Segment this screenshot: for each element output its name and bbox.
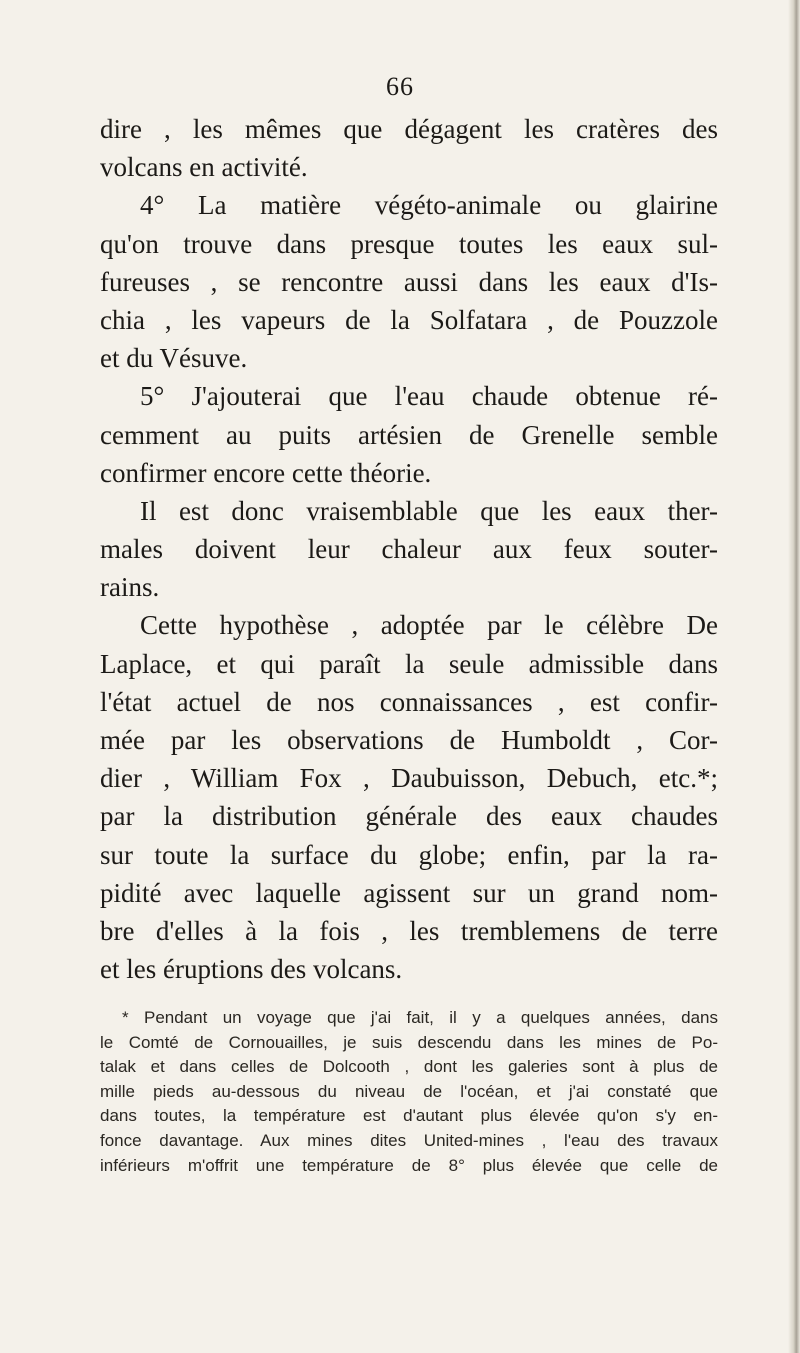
text-line: pidité avec laquelle agissent sur un grand nom- bbox=[100, 877, 718, 908]
text-line: Cette hypothèse , adoptée par le célèbre De bbox=[140, 610, 718, 641]
text-line: bre d'elles à la fois , les tremblemens de terre bbox=[100, 915, 718, 946]
footnote-line: inférieurs m'offrit une température de 8° plus élevée que celle de bbox=[100, 1155, 718, 1175]
text-line: rains. bbox=[100, 572, 160, 603]
footnote-line: talak et dans celles de Dolcooth , dont les galeries sont à plus de bbox=[100, 1057, 718, 1077]
text-line: chia , les vapeurs de la Solfatara , de Pouzzole bbox=[100, 304, 718, 335]
text-line: 4° La matière végéto-animale ou glairine bbox=[140, 190, 718, 221]
footnote-line: le Comté de Cornouailles, je suis descendu dans les mines de Po- bbox=[100, 1032, 718, 1052]
text-line: dier , William Fox , Daubuisson, Debuch, etc.*; bbox=[100, 763, 718, 794]
text-line: mée par les observations de Humboldt , Cor- bbox=[100, 725, 718, 755]
text-line: dire , les mêmes que dégagent les cratères des bbox=[100, 114, 718, 144]
text-line: volcans en activité. bbox=[100, 152, 308, 183]
text-line: confirmer encore cette théorie. bbox=[100, 457, 432, 488]
footnote bbox=[100, 1006, 718, 1178]
text-line: Il est donc vraisemblable que les eaux ther- bbox=[140, 495, 718, 526]
text-line: l'état actuel de nos connaissances , est confir- bbox=[100, 686, 718, 717]
text-line: 5° J'ajouterai que l'eau chaude obtenue ré- bbox=[140, 381, 718, 412]
page-edge-shadow bbox=[788, 0, 800, 1353]
footnote-line: fonce davantage. Aux mines dites United-mines , l'eau des travaux bbox=[100, 1130, 718, 1150]
text-line: par la distribution générale des eaux chaudes bbox=[100, 801, 718, 832]
text-line: qu'on trouve dans presque toutes les eaux sul- bbox=[100, 228, 718, 259]
text-line: males doivent leur chaleur aux feux souter- bbox=[100, 534, 718, 565]
footnote-line: mille pieds au-dessous du niveau de l'océan, et j'ai constaté que bbox=[100, 1081, 718, 1101]
text-line: Laplace, et qui paraît la seule admissible dans bbox=[100, 648, 718, 679]
text-line: et du Vésuve. bbox=[100, 343, 248, 374]
footnote-line: * Pendant un voyage que j'ai fait, il y a quelques années, dans bbox=[122, 1008, 718, 1027]
text-line: cemment au puits artésien de Grenelle semble bbox=[100, 419, 718, 450]
text-line: sur toute la surface du globe; enfin, par la ra- bbox=[100, 839, 718, 870]
footnote-line: dans toutes, la température est d'autant plus élevée qu'on s'y en- bbox=[100, 1106, 718, 1126]
main-text bbox=[100, 110, 718, 988]
text-line: et les éruptions des volcans. bbox=[100, 954, 403, 985]
text-line: fureuses , se rencontre aussi dans les eaux d'Is- bbox=[100, 266, 718, 297]
page-number: 66 bbox=[386, 72, 414, 101]
